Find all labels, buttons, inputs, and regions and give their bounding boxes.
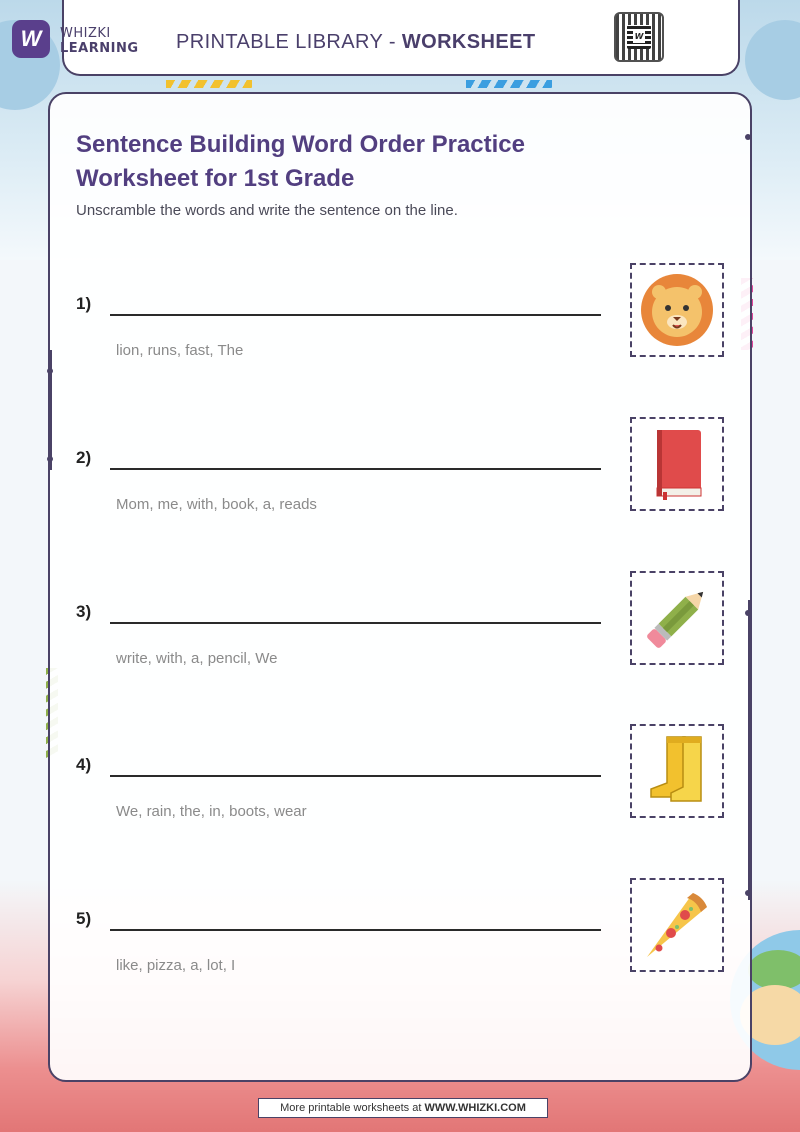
answer-line[interactable]: [110, 468, 601, 470]
worksheet-instructions: Unscramble the words and write the sentence on the line.: [76, 202, 458, 219]
rail-dot: [47, 368, 53, 374]
footer-text: More printable worksheets at: [280, 1102, 425, 1114]
question-number: 3): [76, 602, 92, 621]
whizki-logo-icon[interactable]: W: [12, 20, 50, 58]
picture-box: [630, 263, 724, 357]
picture-box: [630, 571, 724, 665]
boots-icon: [637, 731, 717, 811]
lion-icon: [637, 270, 717, 350]
library-type: WORKSHEET: [401, 31, 536, 53]
question-number: 5): [76, 909, 92, 928]
answer-line[interactable]: [110, 314, 601, 316]
yellow-stripe-decoration: [166, 80, 252, 88]
scrambled-words: write, with, a, pencil, We: [116, 650, 278, 667]
scrambled-words: Mom, me, with, book, a, reads: [116, 496, 317, 513]
planet-decoration: [748, 950, 800, 990]
scrambled-words: lion, runs, fast, The: [116, 342, 244, 359]
answer-line[interactable]: [110, 775, 601, 777]
rail-dot: [47, 456, 53, 462]
rail-dot: [745, 134, 751, 140]
picture-box: [630, 878, 724, 972]
rail-dot: [745, 610, 751, 616]
book-icon: [637, 424, 717, 504]
footer-banner: [258, 1098, 548, 1118]
question-number: 1): [76, 294, 92, 313]
scrambled-words: like, pizza, a, lot, I: [116, 957, 236, 974]
brand-name: WHIZKI: [60, 26, 111, 41]
pencil-icon: [636, 577, 718, 659]
question-number: 4): [76, 755, 92, 774]
library-label: PRINTABLE LIBRARY -: [176, 31, 402, 53]
blue-stripe-decoration: [466, 80, 552, 88]
brand-subtitle: LEARNING: [60, 41, 139, 56]
pizza-icon: [637, 885, 717, 965]
side-rail: [748, 600, 750, 900]
answer-line[interactable]: [110, 929, 601, 931]
question-number: 2): [76, 448, 92, 467]
picture-box: [630, 417, 724, 511]
worksheet-title: Sentence Building Word Order Practice Worksheet for 1st Grade: [76, 131, 525, 192]
scrambled-words: We, rain, the, in, boots, wear: [116, 803, 307, 820]
qr-logo: W: [634, 32, 644, 41]
rail-dot: [745, 890, 751, 896]
footer-link[interactable]: WWW.WHIZKI.COM: [424, 1102, 526, 1114]
answer-line[interactable]: [110, 622, 601, 624]
picture-box: [630, 724, 724, 818]
library-title: [176, 31, 535, 54]
